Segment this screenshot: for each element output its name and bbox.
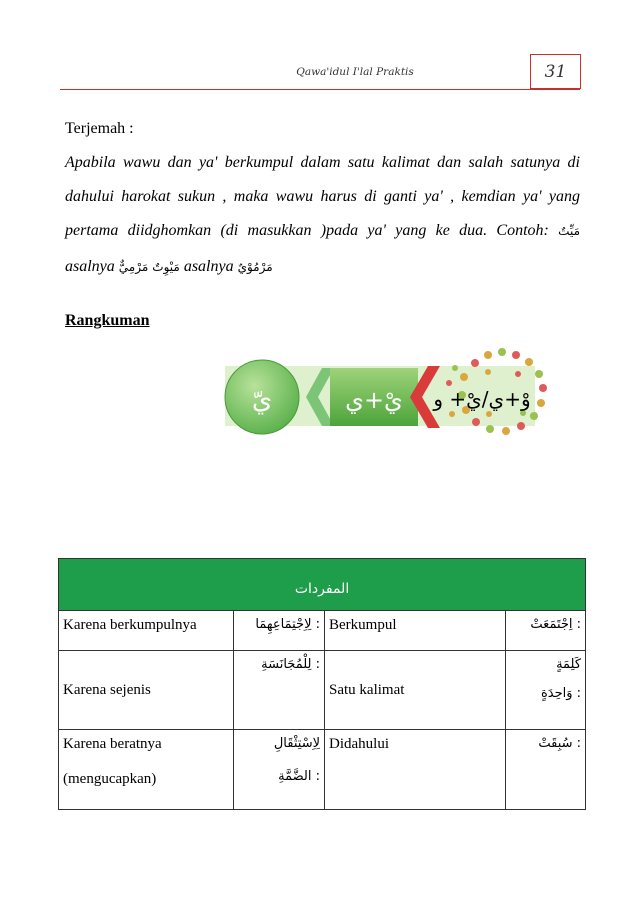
left-meaning — [59, 730, 234, 810]
asalnya-2: asalnya — [183, 258, 234, 275]
translation-line-3-text: pertama diidghomkan (di masukkan )pada ya' yang ke dua. Contoh: — [65, 222, 549, 239]
middle-text: يْ+ي — [345, 386, 403, 414]
meaning-text: Karena beratnya — [63, 736, 162, 752]
summary-heading: Rangkuman — [65, 312, 150, 329]
translation-line-1: Apabila wawu dan ya' berkumpul dalam satu kalimat dan salah satunya di — [65, 154, 580, 171]
example-word-2: مَرْمِيٌّ — [118, 260, 149, 274]
origin-word-2: مَرْمُوْيٌ — [237, 260, 273, 274]
table-header: المفردات — [59, 559, 586, 611]
meaning-text: Didahului — [329, 736, 389, 752]
meaning-text: Berkumpul — [329, 617, 397, 633]
right-arabic — [506, 651, 586, 730]
meaning-text: Satu kalimat — [329, 681, 405, 698]
example-word: مَيِّتٌ — [558, 224, 581, 238]
source-text: وْ+ي/يْ+ و — [433, 387, 531, 411]
table-header-row — [59, 559, 586, 611]
arabic-text: : لِاِجْتِمَاعِهِمَا — [255, 617, 320, 632]
left-arabic — [234, 651, 325, 730]
translation-line-2: dahului harokat sukun , maka wawu harus di ganti ya' , kemdian ya' yang — [65, 188, 580, 205]
arabic-text: : سُبِقَتْ — [538, 736, 582, 751]
page-number: 31 — [530, 54, 581, 89]
left-meaning — [59, 611, 234, 651]
table-row — [59, 611, 586, 651]
arabic-text: : الضَّمَّةِ — [278, 769, 320, 784]
result-text: يّ — [251, 385, 273, 415]
arabic-text: : وَاحِدَةٍ — [540, 686, 582, 701]
origin-word-1: مَيْوِتٌ — [152, 260, 180, 274]
meaning-text: Karena berkumpulnya — [63, 617, 197, 633]
left-meaning — [59, 651, 234, 730]
translation-label: Terjemah : — [65, 120, 134, 137]
right-arabic — [506, 730, 586, 810]
meaning-text: Karena sejenis — [63, 681, 151, 698]
right-meaning — [325, 651, 506, 730]
right-meaning — [325, 611, 506, 651]
right-meaning — [325, 730, 506, 810]
right-arabic — [506, 611, 586, 651]
table-row — [59, 651, 586, 730]
vocabulary-table — [58, 558, 585, 810]
arabic-text: كَلِمَةٍ — [556, 657, 582, 672]
left-arabic — [234, 611, 325, 651]
meaning-text: (mengucapkan) — [63, 771, 157, 787]
running-header-title: Qawa'idul I'lal Praktis — [296, 66, 414, 78]
left-arabic — [234, 730, 325, 810]
arabic-text: : لِلْمُجَانَسَةِ — [261, 657, 320, 672]
table-row — [59, 730, 586, 810]
asalnya-1: asalnya — [65, 258, 115, 275]
arabic-text: لِاِسْتِثْقَالِ — [273, 736, 320, 751]
arabic-text: : اِجْتَمَعَتْ — [530, 617, 582, 632]
